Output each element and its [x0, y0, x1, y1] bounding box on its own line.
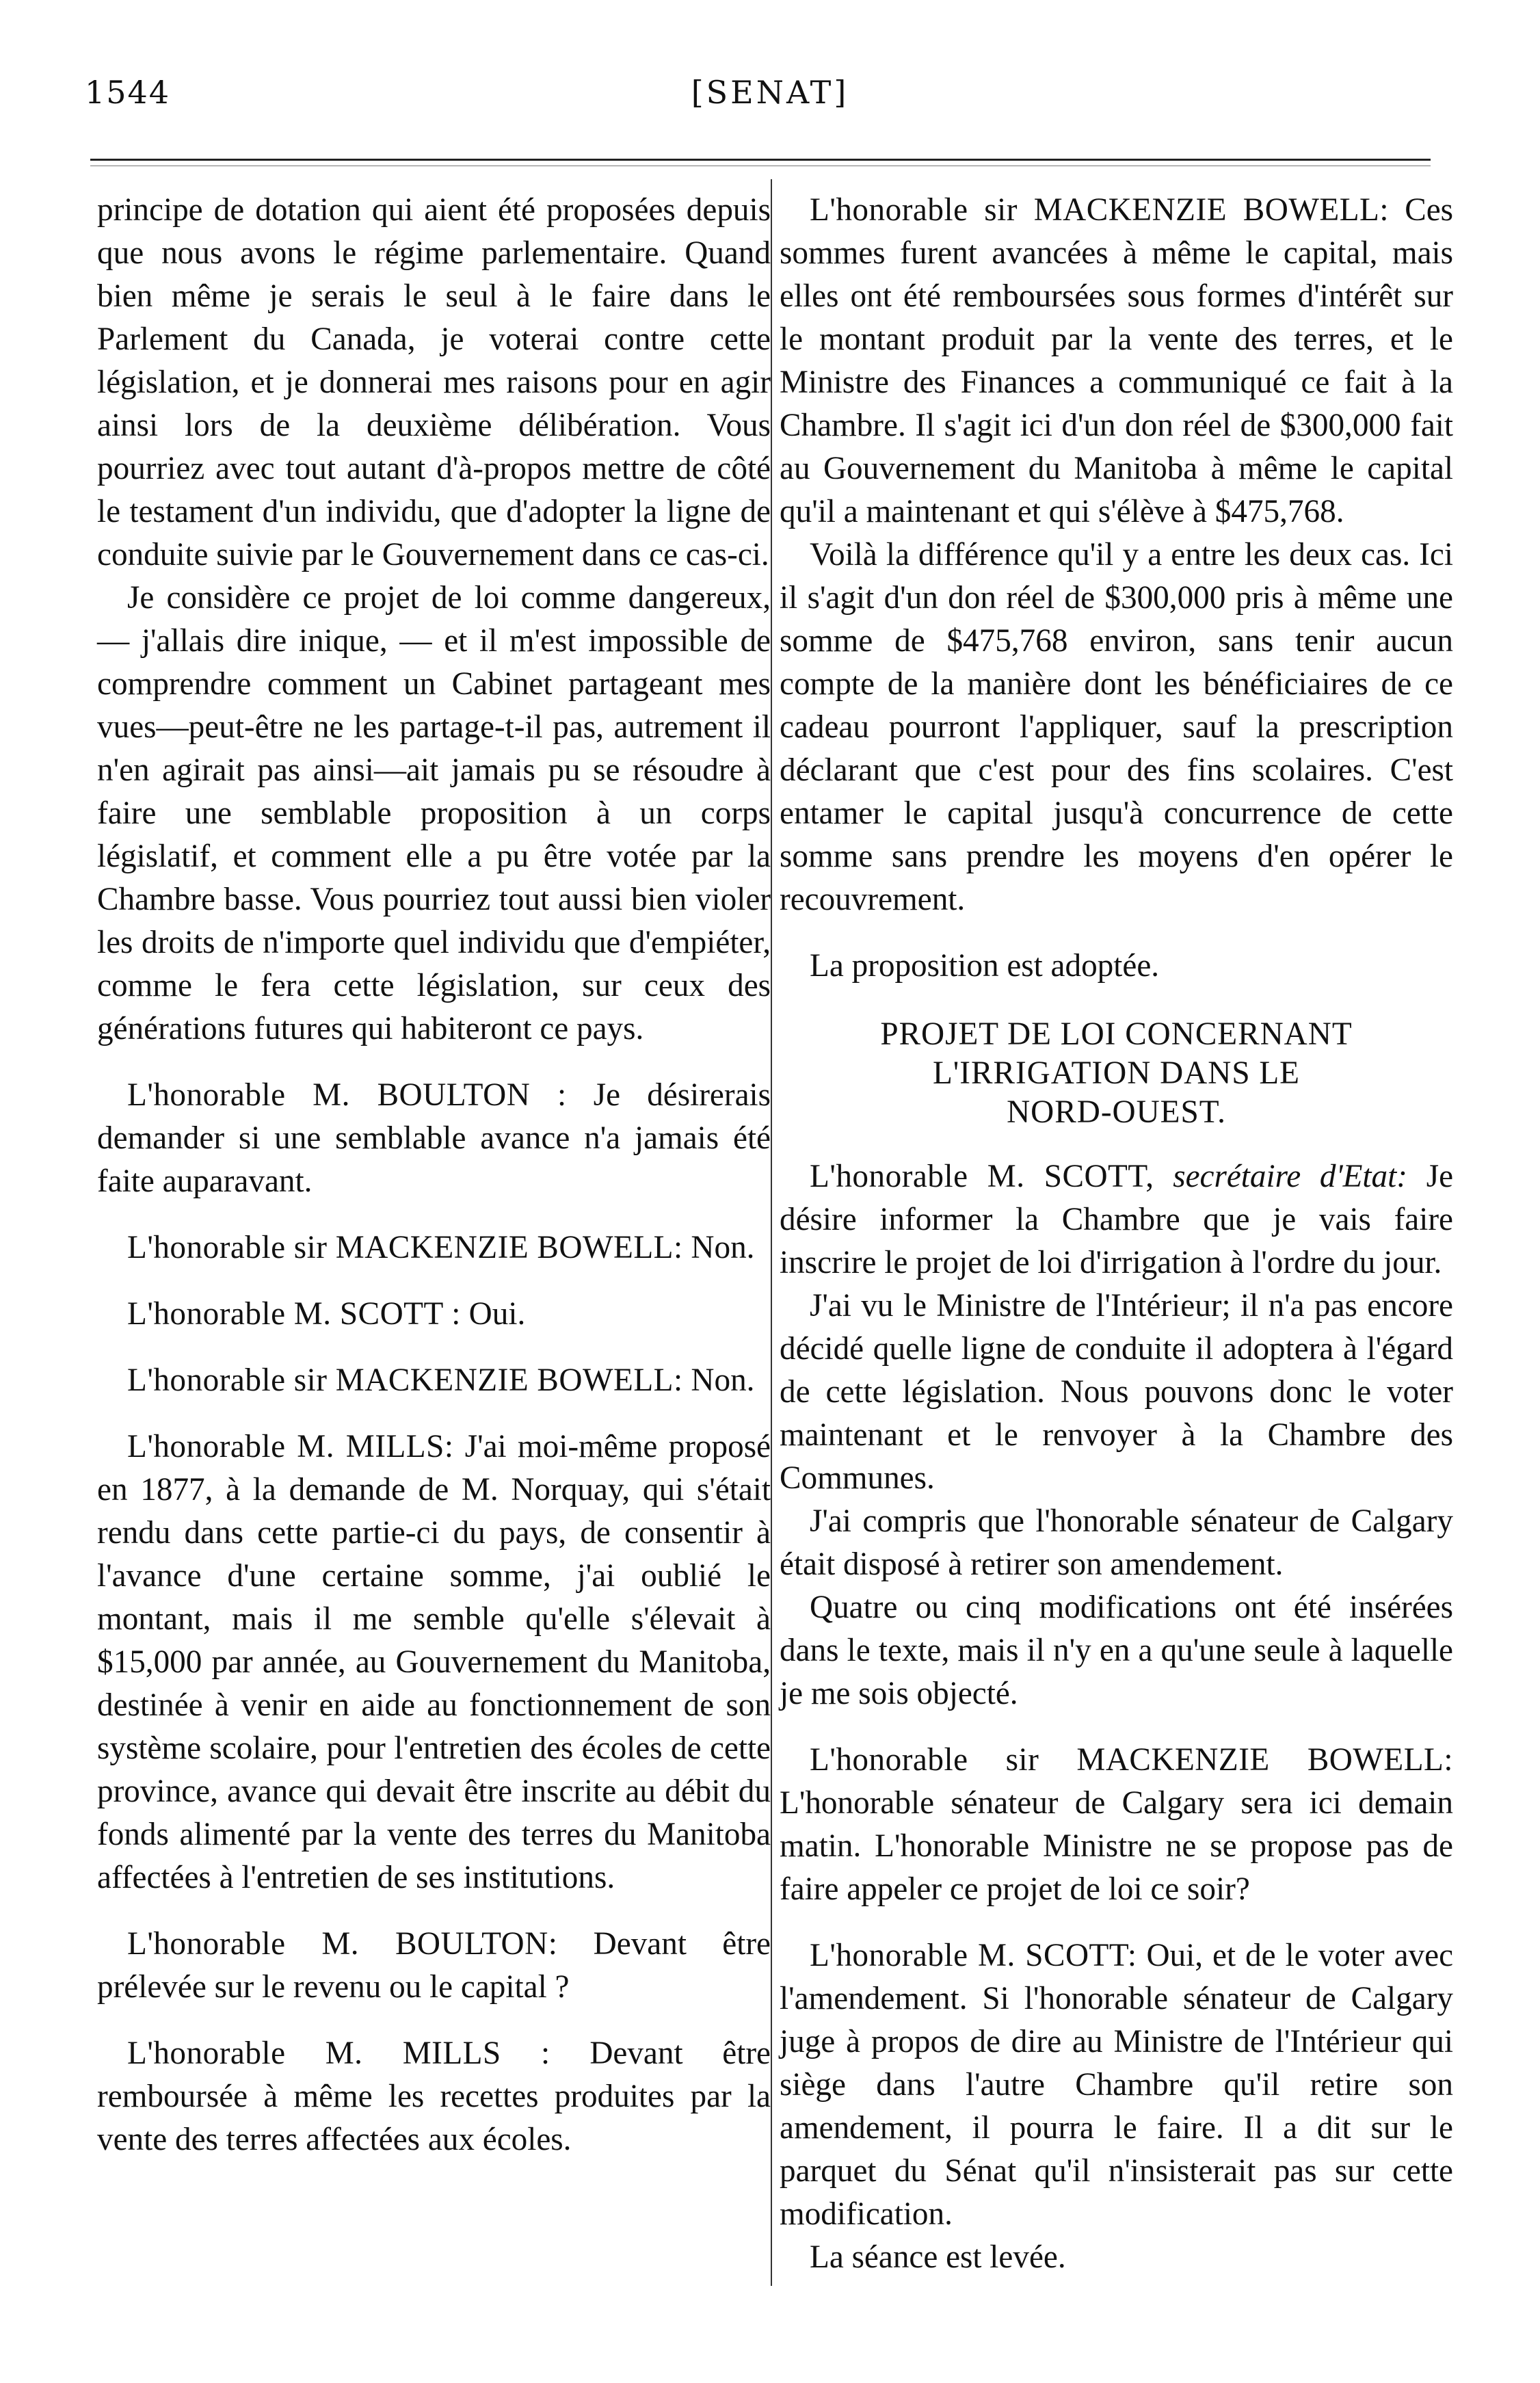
speaker-name: L'honorable M. SCOTT:: [810, 1938, 1137, 1973]
speaker-name: L'honorable sir MACKENZIE BOWELL:: [127, 1230, 683, 1265]
speech-scott: [780, 1155, 1453, 1285]
speech-text: Je désirerais demander si une semblable avance n'a jamais été faite auparavant.: [97, 1077, 771, 1199]
speech-boulton: [97, 1074, 771, 1203]
speech-text: Je désire informer la Chambre que je vais faire inscrire le projet de loi d'irrigation à l'ordre du jour.: [780, 1159, 1454, 1280]
speech-text: Non.: [691, 1230, 755, 1265]
speaker-name: L'honorable M. BOULTON :: [127, 1077, 567, 1113]
speaker-name: L'honorable M. SCOTT :: [127, 1296, 461, 1332]
speech-boulton: [97, 1923, 771, 2009]
speaker-name: L'honorable M. MILLS :: [127, 2036, 550, 2071]
speech-text: Devant être remboursée à même les recettes produites par la vente des terres affectées aux écoles.: [97, 2036, 771, 2157]
speaker-name: L'honorable sir MACKENZIE BOWELL:: [810, 192, 1389, 228]
speaker-role: secrétaire d'Etat:: [1173, 1159, 1407, 1194]
heading-line: NORD-OUEST.: [1007, 1094, 1226, 1130]
speech-mills: [97, 2032, 771, 2161]
right-column: [780, 189, 1453, 2279]
adopted-note: La proposition est adoptée.: [810, 948, 1160, 984]
speech-text: Devant être prélevée sur le revenu ou le capital ?: [97, 1926, 771, 2005]
heading-line: PROJET DE LOI CONCERNANT: [880, 1016, 1353, 1052]
speaker-name: L'honorable M. MILLS:: [127, 1429, 454, 1464]
column-divider: [771, 179, 772, 2286]
speech-text: Oui, et de le voter avec l'amendement. Si l'honorable sénateur de Calgary juge à propos de dire au Ministre de l'Intérieur qui siège dans l'autre Chambre qu'il retire son amendement, il pourra le faire. Il a dit sur le parquet du Sénat qu'il n'insisterait pas sur cette modification.: [780, 1938, 1454, 2232]
left-column: [97, 189, 771, 2161]
speech-text: Non.: [691, 1362, 755, 1398]
speech-scott: [780, 1934, 1453, 2236]
header-rule: [90, 159, 1431, 161]
page-number: 1544: [85, 74, 171, 111]
speech-text: Oui.: [468, 1296, 526, 1332]
paragraph: J'ai vu le Ministre de l'Intérieur; il n'a pas encore décidé quelle ligne de conduite il adoptera à l'égard de cette législation. Nous pouvons donc le voter maintenant et le renvoyer à la Chambre des Communes.: [780, 1288, 1453, 1496]
speech-bowell: [97, 1226, 771, 1269]
speech-text: J'ai moi-même proposé en 1877, à la demande de M. Norquay, qui s'était rendu dans cette partie-ci du pays, de consentir à l'avance d'une certaine somme, j'ai oublié le montant, mais il me semble qu'elle s'élevait à $15,000 par année, au Gouvernement du Manitoba, destinée à venir en aide au fonctionnement de son système scolaire, pour l'entretien des écoles de cette province, avance qui devait être inscrite au débit du fonds alimenté par la vente des terres du Manitoba affectées à l'entretien de ses institutions.: [97, 1429, 771, 1895]
heading-line: L'IRRIGATION DANS LE: [932, 1055, 1301, 1091]
speech-text: Ces sommes furent avancées à même le capital, mais elles ont été remboursées sous formes d'intérêt sur le montant produit par la vente des terres, et le Ministre des Finances a communiqué ce fait à la Chambre. Il s'agit ici d'un don réel de $300,000 fait au Gouvernement du Manitoba à même le capital qu'il a maintenant et qui s'élève à $475,768.: [780, 192, 1453, 529]
paragraph: Quatre ou cinq modifications ont été insérées dans le texte, mais il n'y en a qu'une seule à laquelle je me sois objecté.: [780, 1590, 1453, 1711]
paragraph: Voilà la différence qu'il y a entre les deux cas. Ici il s'agit d'un don réel de $300,000 pris à même une somme de $475,768 environ, sans tenir aucun compte de la manière dont les bénéficiaires de ce cadeau pourront l'appliquer, sauf la prescription déclarant que c'est pour des fins scolaires. C'est entamer le capital jusqu'à concurrence de cette somme sans prendre les moyens d'en opérer le recouvrement.: [780, 537, 1453, 917]
speech-text: L'honorable sénateur de Calgary sera ici demain matin. L'honorable Ministre ne se propose pas de faire appeler ce projet de loi ce soir?: [780, 1785, 1453, 1907]
speech-bowell: [780, 1739, 1453, 1911]
running-head: [SENAT]: [691, 74, 849, 111]
speaker-name: L'honorable sir MACKENZIE BOWELL:: [810, 1742, 1453, 1778]
speech-scott: [97, 1293, 771, 1336]
section-heading: [780, 1015, 1453, 1132]
speech-mills: [97, 1425, 771, 1899]
paragraph: principe de dotation qui aient été proposées depuis que nous avons le régime parlementaire. Quand bien même je serais le seul à le faire dans le Parlement du Canada, je voterai contre cette législation, et je donnerai mes raisons pour en agir ainsi lors de la deuxième délibération. Vous pourriez avec tout autant d'à-propos mettre de côté le testament d'un individu, que d'adopter la ligne de conduite suivie par le Gouvernement dans ce cas-ci.: [97, 192, 771, 572]
speech-bowell: [97, 1359, 771, 1402]
paragraph: Je considère ce projet de loi comme dangereux, — j'allais dire inique, — et il m'est impossible de comprendre comment un Cabinet partageant mes vues—peut-être ne les partage-t-il pas, autrement il n'en agirait pas ainsi—ait jamais pu se résoudre à faire une semblable proposition à un corps législatif, et comment elle a pu être votée par la Chambre basse. Vous pourriez tout aussi bien violer les droits de n'importe quel individu que d'empiéter, comme le fera cette législation, sur ceux des générations futures qui habiteront ce pays.: [97, 580, 771, 1046]
speaker-name: L'honorable M. BOULTON:: [127, 1926, 558, 1962]
paragraph: J'ai compris que l'honorable sénateur de Calgary était disposé à retirer son amendement.: [780, 1503, 1453, 1582]
speaker-name: L'honorable M. SCOTT,: [810, 1159, 1154, 1194]
closing-note: La séance est levée.: [810, 2239, 1066, 2275]
speaker-name: L'honorable sir MACKENZIE BOWELL:: [127, 1362, 683, 1398]
speech-bowell: [780, 189, 1453, 534]
